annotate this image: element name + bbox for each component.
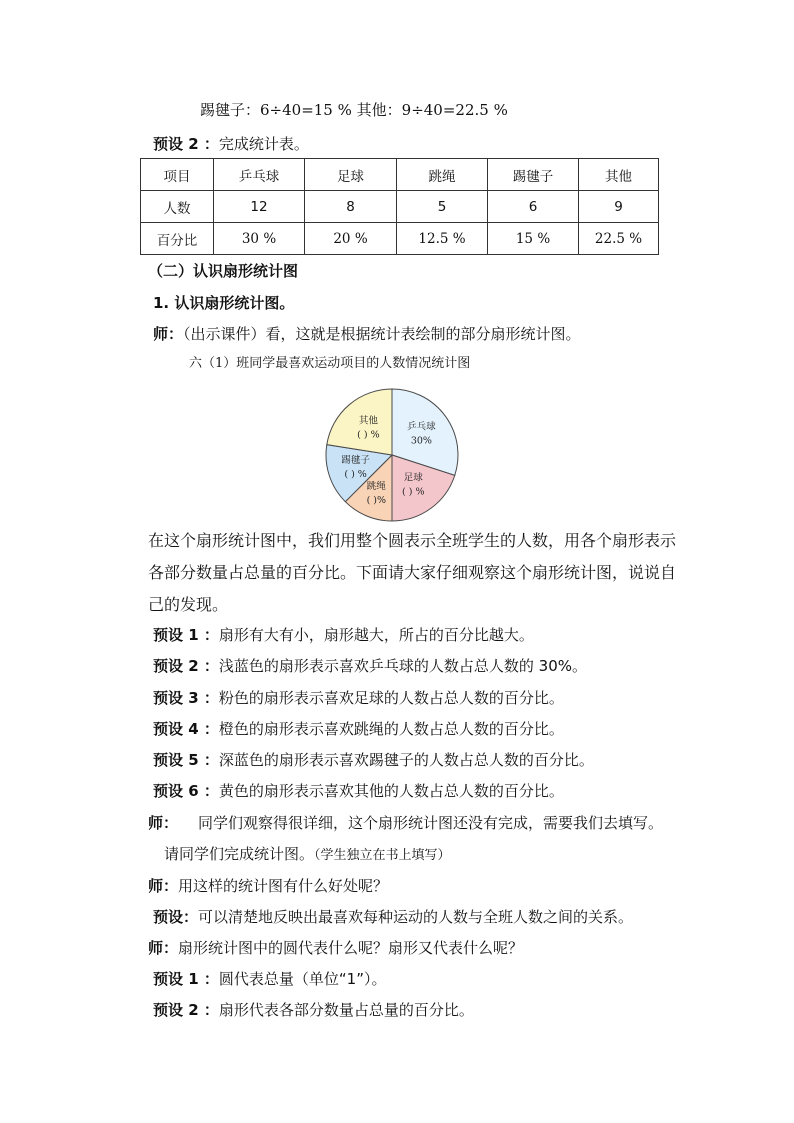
- teacher-text: 同学们观察得很详细，这个扇形统计图还没有完成，需要我们去填写。: [198, 814, 664, 832]
- pie-value-3: ( ) %: [344, 468, 367, 480]
- table-cell: 8: [305, 191, 397, 223]
- final-preset-2: [153, 1000, 474, 1020]
- preset-table-line: [153, 134, 309, 154]
- teacher-line-2-cont: [164, 844, 451, 866]
- preset-label: 预设 2 ：: [153, 135, 219, 153]
- sub-title: 1. 认识扇形统计图。: [153, 294, 295, 312]
- table-cell: 踢毽子: [488, 159, 579, 191]
- preset-6: [153, 781, 564, 801]
- preset-text: 深蓝色的扇形表示喜欢踢毽子的人数占总人数的百分比。: [218, 751, 594, 769]
- stats-table: [140, 158, 659, 255]
- pie-value-0: 30%: [410, 435, 432, 447]
- preset-label: 预设 6 ：: [153, 782, 219, 800]
- preset-label: 预设 2 ：: [153, 657, 219, 675]
- pie-value-1: ( ) %: [402, 486, 425, 498]
- preset-text: 圆代表总量（单位“1”）。: [218, 970, 387, 988]
- teacher-text: （出示课件）看，这就是根据统计表绘制的部分扇形统计图。: [183, 325, 581, 343]
- table-cell: 12.5 %: [397, 223, 488, 255]
- pie-label-3: 踢毽子: [341, 454, 370, 466]
- preset-text: 粉色的扇形表示喜欢足球的人数占总人数的百分比。: [218, 689, 564, 707]
- table-cell: 项目: [141, 159, 214, 191]
- preset-5: [153, 750, 594, 770]
- teacher-question-1: [148, 876, 388, 896]
- teacher-line-2: [148, 813, 663, 833]
- preset-label: 预设 3 ：: [153, 689, 219, 707]
- table-cell: 9: [579, 191, 659, 223]
- pie-svg: [322, 385, 462, 525]
- table-header-row: [141, 159, 659, 191]
- pie-label-4: 其他: [358, 415, 378, 427]
- teacher-text: 请同学们完成统计图。: [164, 845, 315, 863]
- table-cell: 20 %: [305, 223, 397, 255]
- calc-line: [200, 100, 508, 120]
- final-preset-1: [153, 969, 386, 989]
- table-cell: 足球: [305, 159, 397, 191]
- teacher-label: 师：: [148, 939, 179, 957]
- table-row: [141, 191, 659, 223]
- table-cell: 12: [214, 191, 305, 223]
- calc-jianzi: 踢毽子：6÷40=15 %: [200, 101, 357, 119]
- table-row: [141, 223, 659, 255]
- preset-4: [153, 719, 564, 739]
- preset-text: 可以清楚地反映出最喜欢每种运动的人数与全班人数之间的关系。: [198, 908, 634, 926]
- pie-value-2: ( )%: [366, 494, 387, 506]
- table-cell: 跳绳: [397, 159, 488, 191]
- paragraph-line-3: 己的发现。: [148, 595, 229, 614]
- preset-label: 预设 5 ：: [153, 751, 219, 769]
- paragraph-line-2: 各部分数量占总量的百分比。下面请大家仔细观察这个扇形统计图，说说自: [148, 563, 677, 582]
- table-cell: 其他: [579, 159, 659, 191]
- paragraph-line-1: 在这个扇形统计图中，我们用整个圆表示全班学生的人数，用各个扇形表示: [148, 531, 677, 550]
- table-cell: 22.5 %: [579, 223, 659, 255]
- preset-text: 黄色的扇形表示喜欢其他的人数占总人数的百分比。: [218, 782, 564, 800]
- preset-text: 完成统计表。: [218, 135, 309, 153]
- teacher-label: 师：: [148, 877, 179, 895]
- preset-text: 扇形有大有小，扇形越大，所占的百分比越大。: [218, 626, 534, 644]
- preset-text: 浅蓝色的扇形表示喜欢乒乓球的人数占总人数的 30%。: [218, 657, 588, 675]
- preset-label: 预设 1 ：: [153, 970, 219, 988]
- section-title: （二）认识扇形统计图: [148, 262, 299, 280]
- preset-label: 预设 1 ：: [153, 626, 219, 644]
- preset-text: 橙色的扇形表示喜欢跳绳的人数占总人数的百分比。: [218, 720, 564, 738]
- teacher-question-2: [148, 938, 523, 958]
- teacher-line-1: [153, 324, 581, 344]
- pie-value-4: ( ) %: [357, 429, 380, 441]
- teacher-text: 用这样的统计图有什么好处呢？: [178, 877, 389, 895]
- teacher-text: 扇形统计图中的圆代表什么呢？扇形又代表什么呢？: [178, 939, 524, 957]
- teacher-note: （学生独立在书上填写）: [314, 848, 451, 863]
- table-cell: 人数: [141, 191, 214, 223]
- preset-1: [153, 625, 534, 645]
- preset-label: 预设：: [153, 908, 199, 926]
- pie-label-1: 足球: [403, 472, 423, 484]
- teacher-label: 师：: [148, 814, 179, 832]
- preset-label: 预设 4 ：: [153, 720, 219, 738]
- pie-label-2: 跳绳: [366, 480, 386, 492]
- table-cell: 30 %: [214, 223, 305, 255]
- table-cell: 乒乓球: [214, 159, 305, 191]
- calc-other: 其他：9÷40=22.5 %: [356, 101, 508, 119]
- pie-label-0: 乒乓球: [407, 421, 436, 433]
- teacher-label: 师：: [153, 325, 184, 343]
- chart-title: 六（1）班同学最喜欢运动项目的人数情况统计图: [189, 356, 471, 371]
- table-cell: 6: [488, 191, 579, 223]
- pie-chart: [322, 385, 462, 525]
- table-cell: 15 %: [488, 223, 579, 255]
- preset-3: [153, 688, 564, 708]
- preset-2: [153, 656, 587, 676]
- preset-text: 扇形代表各部分数量占总量的百分比。: [218, 1001, 474, 1019]
- preset-plain: [153, 907, 633, 927]
- table-cell: 百分比: [141, 223, 214, 255]
- preset-label: 预设 2 ：: [153, 1001, 219, 1019]
- table-cell: 5: [397, 191, 488, 223]
